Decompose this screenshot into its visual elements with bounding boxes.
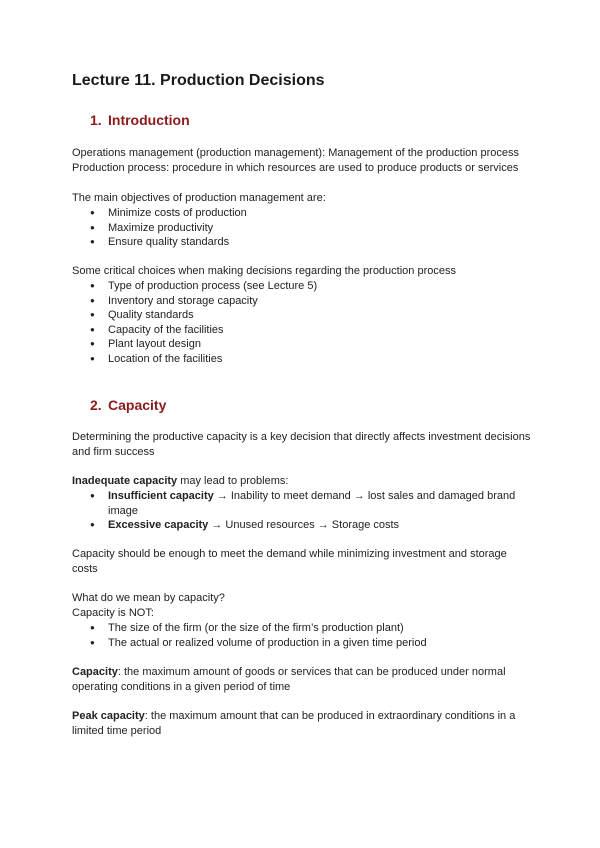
paragraph-operations-management: [72, 146, 532, 175]
text: : the maximum amount that can be produced in extraordinary conditions in a limited time period: [72, 710, 516, 737]
paragraph-capacity-intro: Determining the productive capacity is a key decision that directly affects investment decisions and firm success: [72, 431, 531, 458]
list-item: ● Minimize costs of production: [72, 206, 532, 221]
list-item: ● The actual or realized volume of production in a given time period: [72, 636, 532, 651]
paragraph-capacity-balance: Capacity should be enough to meet the demand while minimizing investment and storage costs: [72, 548, 507, 575]
text-line: What do we mean by capacity?: [72, 592, 225, 604]
list-item: ● Maximize productivity: [72, 221, 532, 236]
list-item: ● Quality standards: [72, 308, 532, 323]
section-title: Introduction: [108, 112, 190, 128]
section-heading-introduction: [90, 112, 190, 128]
bold-term: Excessive capacity: [108, 519, 209, 532]
page-title: Lecture 11. Production Decisions: [72, 72, 325, 89]
text-line: Production process: procedure in which resources are used to produce products or services: [72, 161, 519, 174]
bold-term: Capacity: [72, 666, 118, 678]
list-item: ● Capacity of the facilities: [72, 323, 532, 338]
list-item: [72, 518, 532, 533]
paragraph-peak-capacity-definition: [72, 709, 532, 738]
list-item: ● The size of the firm (or the size of the firm’s production plant): [72, 621, 532, 636]
objectives-list: [72, 206, 532, 250]
problems-list: [72, 489, 532, 533]
paragraph-inadequate-capacity: [72, 474, 532, 489]
list-item: [72, 489, 532, 518]
section-title: Capacity: [108, 397, 167, 413]
paragraph-objectives-intro: The main objectives of production management are:: [72, 192, 326, 204]
bold-term: Peak capacity: [72, 710, 145, 722]
capacity-not-list: [72, 621, 532, 650]
choices-list: [72, 279, 532, 367]
list-item: ● Inventory and storage capacity: [72, 294, 532, 309]
list-item: ● Ensure quality standards: [72, 235, 532, 250]
text: : the maximum amount of goods or services that can be produced under normal operating conditions in a given period of time: [72, 666, 506, 693]
bold-term: Insufficient capacity: [108, 490, 214, 502]
text: → Inability to meet demand → lost sales and damaged brand image: [108, 490, 516, 517]
text: may lead to problems:: [177, 475, 289, 487]
text-line: Operations management (production management): Management of the production process: [72, 147, 519, 159]
section-number: 2.: [90, 397, 102, 413]
paragraph-capacity-definition: [72, 665, 532, 694]
text: → Unused resources → Storage costs: [208, 519, 400, 532]
list-item: ● Location of the facilities: [72, 352, 532, 367]
bold-term: Inadequate capacity: [72, 475, 178, 487]
section-number: 1.: [90, 112, 102, 128]
list-item: ● Type of production process (see Lecture 5): [72, 279, 532, 294]
text-line: Capacity is NOT:: [72, 606, 154, 619]
paragraph-capacity-question: [72, 591, 532, 620]
list-item: ● Plant layout design: [72, 337, 532, 352]
paragraph-choices-intro: Some critical choices when making decisions regarding the production process: [72, 265, 456, 277]
section-heading-capacity: [90, 397, 166, 413]
